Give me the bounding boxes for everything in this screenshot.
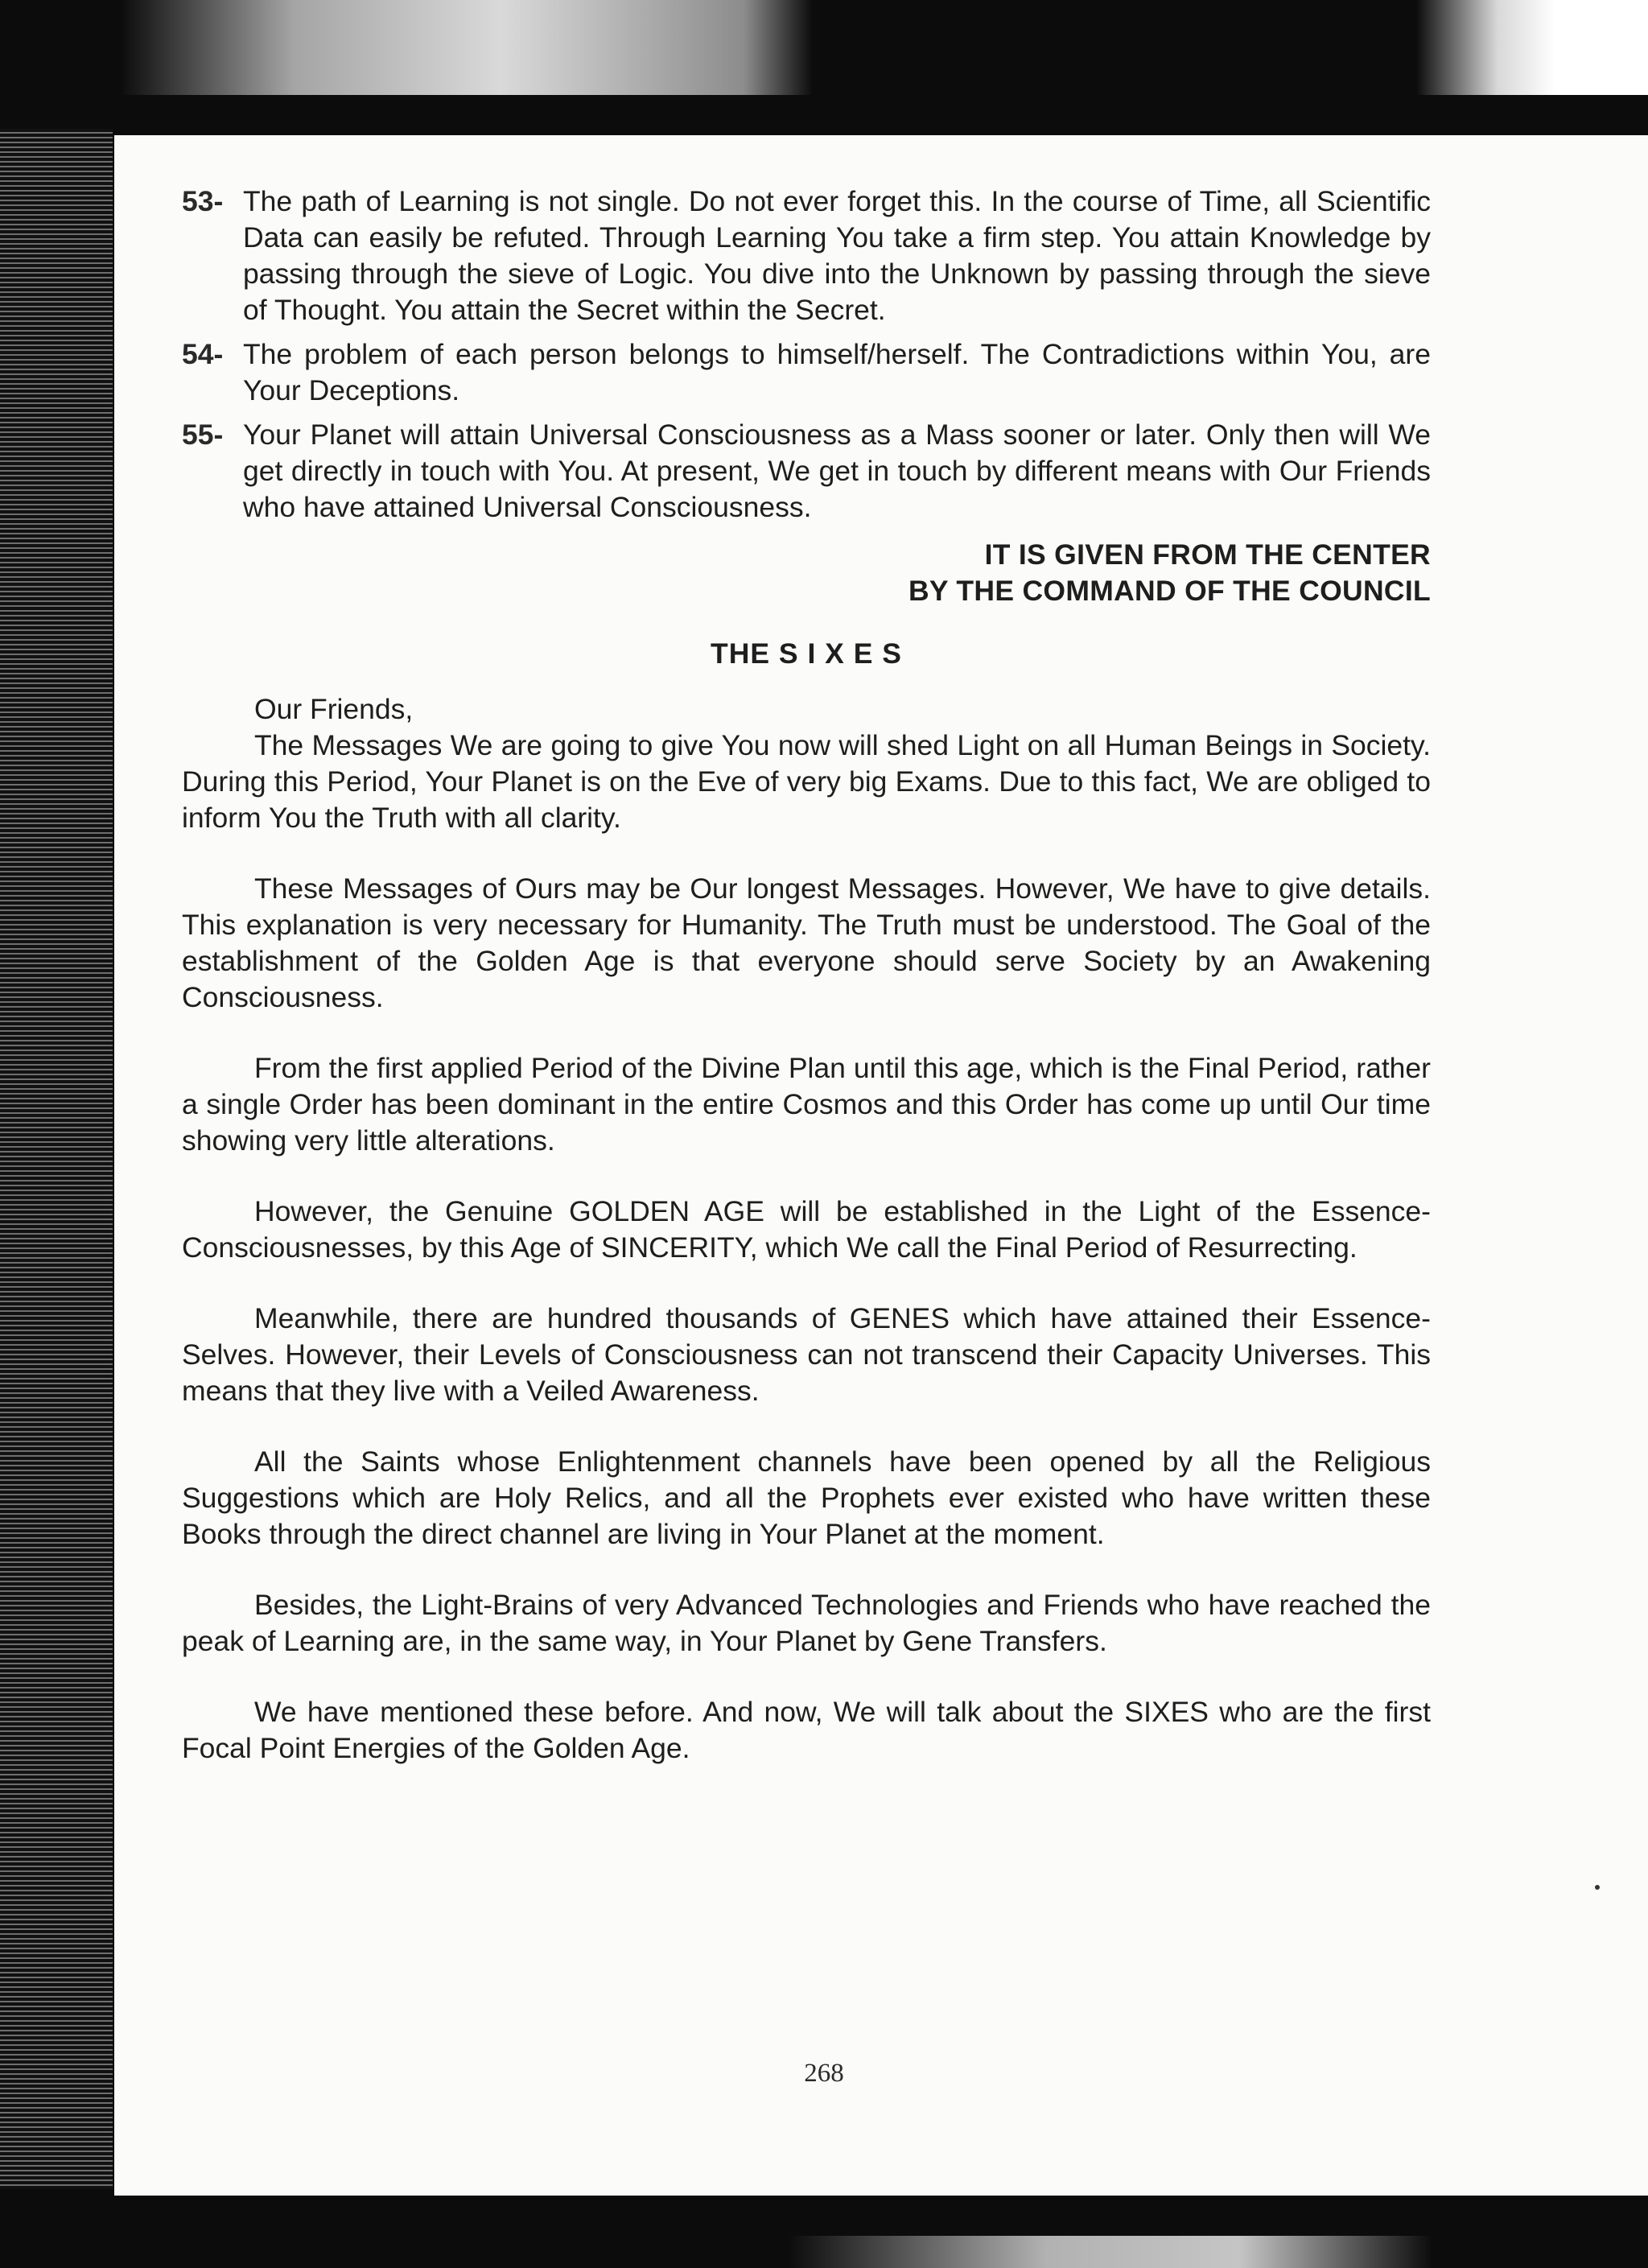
scan-glare-top-left — [121, 0, 813, 95]
item-number: 54- — [182, 338, 224, 370]
book-binding-edge — [0, 129, 113, 2189]
ink-speck — [1595, 1885, 1600, 1890]
numbered-item — [182, 336, 1431, 409]
greeting: Our Friends, — [254, 693, 414, 725]
paragraph: From the first applied Period of the Divine Plan until this age, which is the Final Period, rather a single Order has been dominant in the entire Cosmos and this Order has come up until Our time showing very little alterations. — [182, 1052, 1431, 1157]
item-number: 55- — [182, 419, 224, 451]
signature-block — [182, 537, 1431, 609]
paragraph: Besides, the Light-Brains of very Advanced Technologies and Friends who have reached the peak of Learning are, in the same way, in Your Planet by Gene Transfers. — [182, 1589, 1431, 1657]
item-text: The path of Learning is not single. Do not ever forget this. In the course of Time, all Scientific Data can easily be refuted. Through Learning You take a firm step. You attain Knowledge by passing through the sieve of Logic. You dive into the Unknown by passing through the sieve of Thought. You attain the Secret within the Secret. — [243, 185, 1431, 326]
signature-line-2: BY THE COMMAND OF THE COUNCIL — [908, 575, 1431, 607]
paragraph: Meanwhile, there are hundred thousands of GENES which have attained their Essence-Selves. However, their Levels of Consciousness can not transcend their Capacity Universes. This means that they live with a Veiled Awareness. — [182, 1302, 1431, 1407]
numbered-item — [182, 184, 1431, 328]
page-content — [182, 184, 1431, 1801]
item-text: The problem of each person belongs to himself/herself. The Contradictions within You, are Your Deceptions. — [243, 338, 1431, 406]
paragraph: However, the Genuine GOLDEN AGE will be established in the Light of the Essence-Consciousnesses, by this Age of SINCERITY, which We call the Final Period of Resurrecting. — [182, 1195, 1431, 1264]
numbered-item — [182, 417, 1431, 526]
paragraph: The Messages We are going to give You now will shed Light on all Human Beings in Society. During this Period, Your Planet is on the Eve of very big Exams. Due to this fact, We are obliged to inform You the Truth with all clarity. — [182, 729, 1431, 834]
signature-line-1: IT IS GIVEN FROM THE CENTER — [984, 538, 1431, 571]
item-text: Your Planet will attain Universal Consciousness as a Mass sooner or later. Only then will We get directly in touch with You. At present, We get in touch by different means with Our Friends who have attained Universal Consciousness. — [243, 419, 1431, 523]
section-title: THE S I X E S — [711, 637, 902, 670]
item-number: 53- — [182, 185, 224, 217]
scan-glare-top-right — [1416, 0, 1648, 95]
paragraph: All the Saints whose Enlightenment channels have been opened by all the Religious Suggestions which are Holy Relics, and all the Prophets ever existed who have written these Books through the direct channel are living in Your Planet at the moment. — [182, 1445, 1431, 1550]
paragraph: These Messages of Ours may be Our longest Messages. However, We have to give details. This explanation is very necessary for Humanity. The Truth must be understood. The Goal of the establishment of the Golden Age is that everyone should serve Society by an Awakening Consciousness. — [182, 872, 1431, 1013]
page-number: 268 — [804, 2059, 844, 2088]
scan-glare-bottom — [789, 2236, 1432, 2268]
paragraph: We have mentioned these before. And now, We will talk about the SIXES who are the first Focal Point Energies of the Golden Age. — [182, 1696, 1431, 1764]
